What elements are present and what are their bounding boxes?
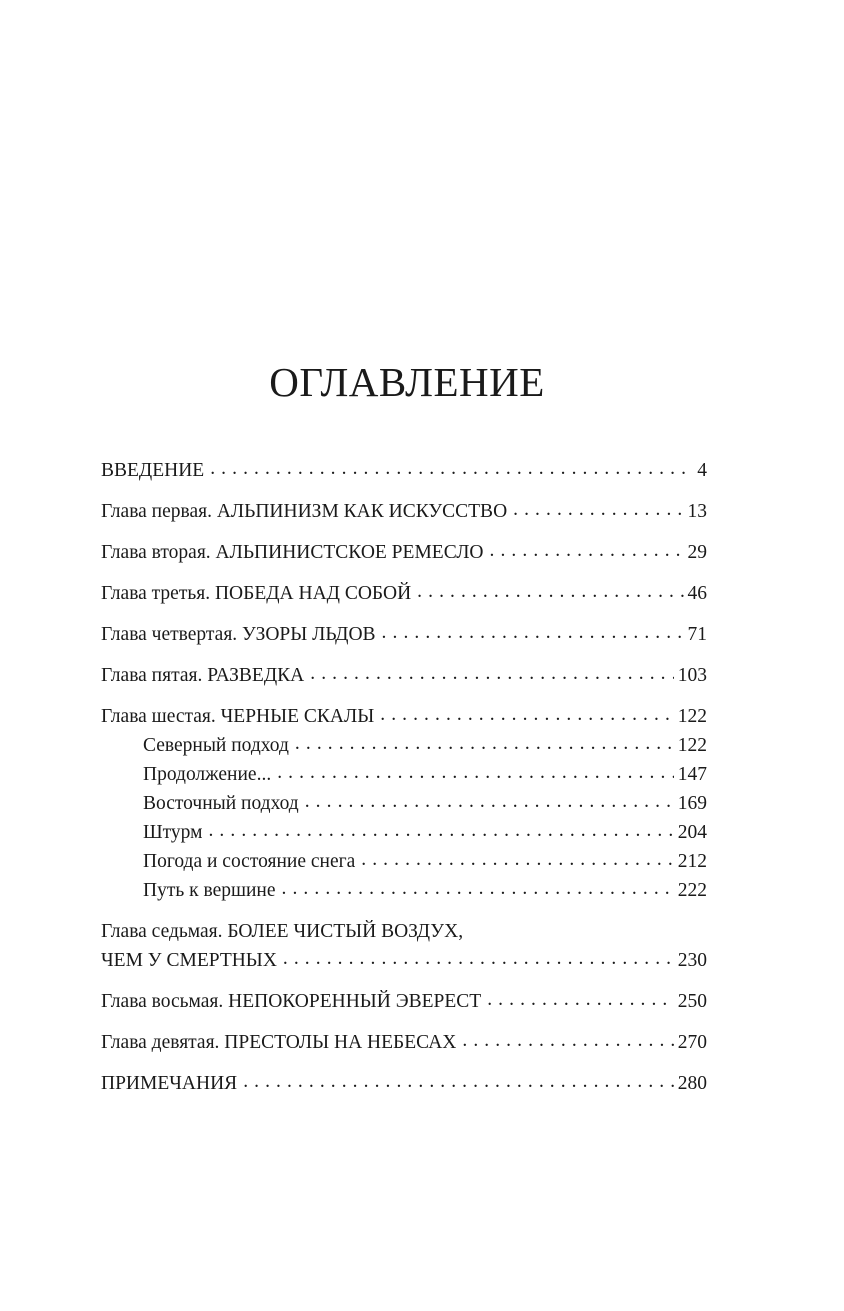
toc-entry-page: 204 [677, 822, 707, 843]
dot-leader [490, 539, 684, 559]
toc-entry-title-line2: ЧЕМ У СМЕРТНЫХ [101, 950, 277, 971]
toc-entry-title: Штурм [143, 822, 203, 843]
toc-entry-page: 29 [687, 542, 707, 563]
toc-entry-page: 122 [677, 706, 707, 727]
toc-entry-chapter-8[interactable] [101, 987, 707, 1016]
dot-leader [462, 1029, 673, 1049]
toc-entry-page: 280 [677, 1073, 707, 1094]
toc-entry-page: 147 [677, 764, 707, 785]
toc-subentry[interactable] [101, 818, 707, 847]
toc-entry-page: 230 [677, 950, 707, 971]
dot-leader [513, 498, 683, 518]
dot-leader [380, 703, 674, 723]
toc-entry-page: 169 [677, 793, 707, 814]
toc-subentry[interactable] [101, 789, 707, 818]
toc-entry-intro[interactable] [101, 456, 707, 485]
toc-entry-page: 270 [677, 1032, 707, 1053]
toc-entry-chapter-9[interactable] [101, 1028, 707, 1057]
toc-entry-page: 13 [687, 501, 707, 522]
toc-entry-notes[interactable] [101, 1069, 707, 1098]
dot-leader [417, 580, 683, 600]
toc-entry-title-line1: Глава седьмая. БОЛЕЕ ЧИСТЫЙ ВОЗДУХ, [101, 921, 464, 942]
toc-entry-title: Глава шестая. ЧЕРНЫЕ СКАЛЫ [101, 706, 375, 727]
toc-subentry[interactable] [101, 731, 707, 760]
dot-leader [210, 457, 693, 477]
toc-entry-page: 250 [677, 991, 707, 1012]
dot-leader [208, 819, 673, 839]
toc-entry-title: ВВЕДЕНИЕ [101, 460, 205, 481]
toc-entry-chapter-7[interactable] [101, 917, 707, 975]
toc-entry-chapter-1[interactable] [101, 497, 707, 526]
toc-entry-page: 71 [687, 624, 707, 645]
toc-entry-page: 46 [687, 583, 707, 604]
toc-entry-title: Глава восьмая. НЕПОКОРЕННЫЙ ЭВЕРЕСТ [101, 991, 482, 1012]
dot-leader [277, 761, 674, 781]
toc-entry-chapter-5[interactable] [101, 661, 707, 690]
toc-entry-page: 212 [677, 851, 707, 872]
dot-leader [283, 947, 674, 967]
toc-entry-page: 122 [677, 735, 707, 756]
toc-entry-title: Продолжение... [143, 764, 272, 785]
toc-entry-title: Глава четвертая. УЗОРЫ ЛЬДОВ [101, 624, 376, 645]
toc-subentry[interactable] [101, 876, 707, 905]
dot-leader [382, 621, 684, 641]
toc-entry-title: Глава третья. ПОБЕДА НАД СОБОЙ [101, 583, 412, 604]
dot-leader [295, 732, 674, 752]
toc-entry-chapter-3[interactable] [101, 579, 707, 608]
toc-entry-chapter-4[interactable] [101, 620, 707, 649]
toc-entry-title: Глава вторая. АЛЬПИНИСТСКОЕ РЕМЕСЛО [101, 542, 484, 563]
toc-entry-title: Северный подход [143, 735, 289, 756]
dot-leader [361, 848, 673, 868]
toc-entry-page: 222 [677, 880, 707, 901]
toc-entry-title: Восточный подход [143, 793, 299, 814]
toc-entry-page: 103 [677, 665, 707, 686]
toc-entry-title: Путь к вершине [143, 880, 276, 901]
toc-entry-title: Глава девятая. ПРЕСТОЛЫ НА НЕБЕСАХ [101, 1032, 457, 1053]
toc-entry-title: Погода и состояние снега [143, 851, 356, 872]
toc-entry-title: Глава пятая. РАЗВЕДКА [101, 665, 305, 686]
toc-subentry[interactable] [101, 760, 707, 789]
dot-leader [243, 1070, 674, 1090]
dot-leader [310, 662, 674, 682]
toc-entry-chapter-6[interactable] [101, 702, 707, 731]
table-of-contents [101, 456, 707, 1098]
toc-entry-title: ПРИМЕЧАНИЯ [101, 1073, 238, 1094]
dot-leader [305, 790, 674, 810]
dot-leader [487, 988, 674, 1008]
toc-entry-title: Глава первая. АЛЬПИНИЗМ КАК ИСКУССТВО [101, 501, 508, 522]
toc-entry-page: 4 [697, 460, 707, 481]
toc-subentry[interactable] [101, 847, 707, 876]
toc-entry-chapter-2[interactable] [101, 538, 707, 567]
toc-entry-line2 [101, 946, 707, 975]
dot-leader [282, 877, 674, 897]
page-title: ОГЛАВЛЕНИЕ [269, 359, 545, 405]
